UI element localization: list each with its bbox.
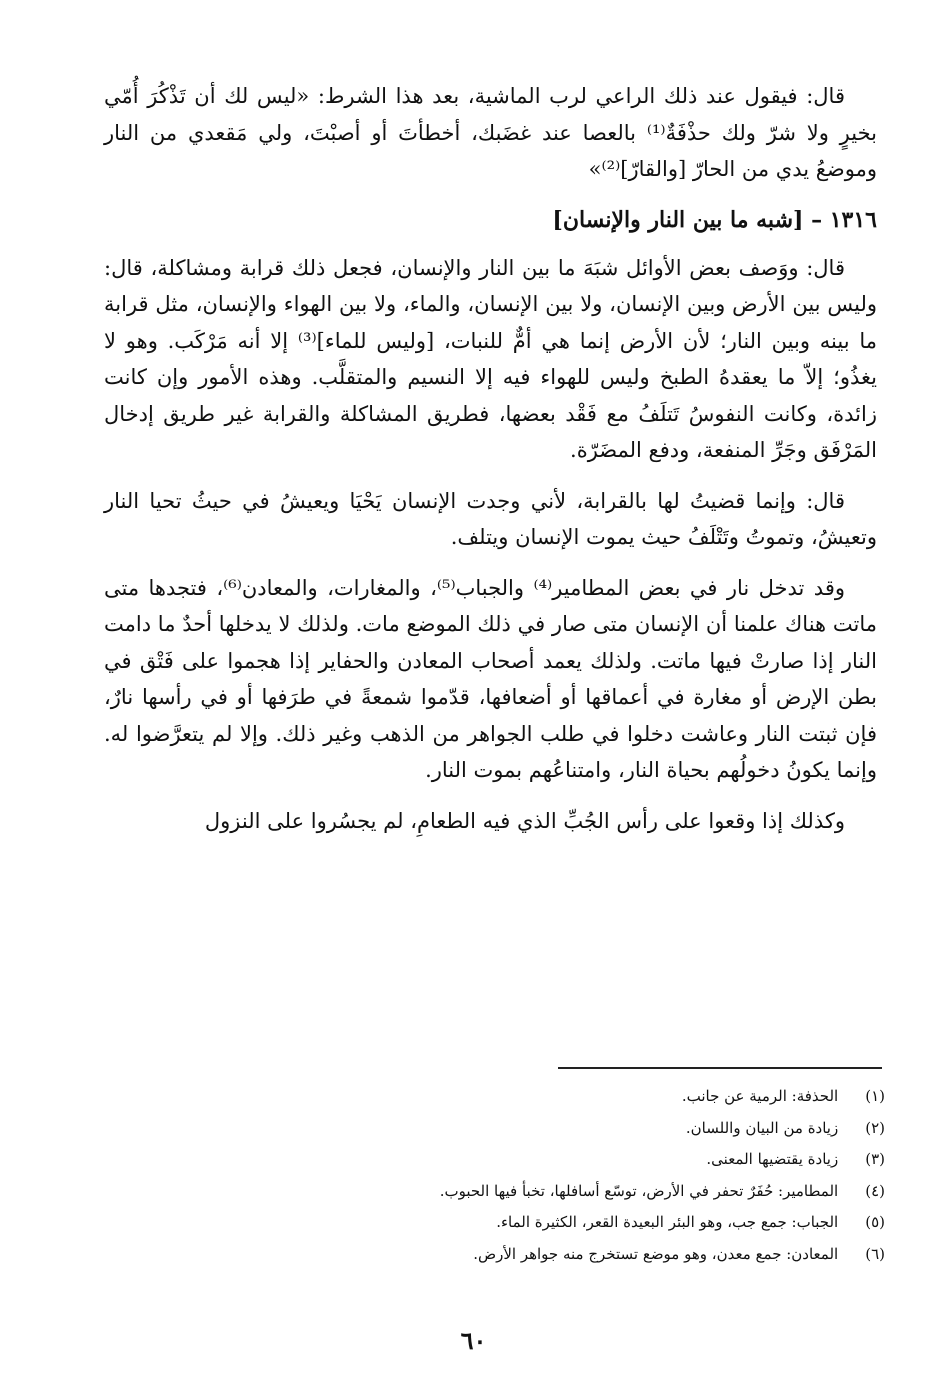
paragraph-4: وقد تدخل نار في بعض المطامير⁽⁴⁾ والجباب⁽⁵⁾، والمغارات، والمعادن⁽⁶⁾، فتجدها متى ماتت هناك علمنا أن الإنسان متى صار في ذلك الموضع مات. ولذلك لا يدخلها أحدٌ ما دامت النار إذا صارتْ فيها ماتت. ولذلك يعمد أصحاب المعادن والحفاير إذا هجموا على فَتْق في بطن الإرض أو مغارة في أعماقها أو أضعافها، قدّموا شمعةً في طرَفها أو في رأسها نارٌ، فإن ثبتت النار وعاشت دخلوا في طلب الجواهر من الذهب وغير ذلك. وإلا لم يتعرَّضوا له. وإنما يكونُ دخولُهم بحياة النار، وامتناعُهم بموت النار.	[104, 575, 877, 782]
footnote-text: المطامير: حُفَرٌ تحفر في الأرض، توسّع أسافلها، تخبأ فيها الحبوب.	[439, 1181, 839, 1200]
paragraph-5: وكذلك إذا وقعوا على رأس الجُبِّ الذي فيه الطعامِ، لم يجسُروا على النزول	[204, 808, 845, 833]
footnote-text: الجباب: جمع جب، وهو البئر البعيدة القعر، الكثيرة الماء.	[496, 1213, 839, 1231]
paragraph-3: قال: وإنما قضيتُ لها بالقرابة، لأني وجدت الإنسان يَحْيَا ويعيشُ في حيثُ تحيا النار وتعيشُ، وتموتُ وتَتْلَفُ حيث يموت الإنسان ويتلف.	[104, 488, 877, 549]
footnote-text: المعادن: جمع معدن، وهو موضع تستخرج منه جواهر الأرض.	[473, 1244, 839, 1263]
section-heading: ١٣١٦ – [شبه ما بين النار والإنسان]	[552, 206, 877, 233]
footnote-number: (٦)	[865, 1244, 885, 1263]
footnote-1	[250, 1081, 885, 1113]
footnote-number: (٣)	[865, 1150, 885, 1168]
footnote-6	[250, 1239, 885, 1271]
footnote-4	[250, 1176, 885, 1208]
footnote-text: زيادة من البيان واللسان.	[685, 1118, 839, 1137]
footnote-number: (٢)	[865, 1118, 885, 1137]
footnotes	[250, 1081, 885, 1270]
footnote-text: الحذفة: الرمية عن جانب.	[681, 1087, 839, 1105]
footnote-number: (١)	[865, 1087, 885, 1105]
main-text	[104, 78, 877, 853]
footnote-3	[250, 1144, 885, 1176]
footnote-number: (٥)	[865, 1213, 885, 1231]
paragraph-2: قال: ووَصف بعض الأوائل شبَهَ ما بين النار والإنسان، فجعل ذلك قرابة ومشاكلة، قال: وليس بين الأرض وبين الإنسان، ولا بين الإنسان، والماء، ولا بين الهواء والإنسان، مثل قرابة ما بينه وبين النار؛ لأن الأرض إنما هي أمٌّ للنبات، [وليس للماء]⁽³⁾ إلا أنه مَرْكَب. وهو لا يغذُو؛ إلاّ ما يعقدهُ الطبخ وليس للهواء فيه إلا النسيم والمتقلَّب. وهذه الأمور وإن كانت زائدة، وكانت النفوسُ تَتلَفُ مع فَقْد بعضها، فطريق المشاكلة والقرابة غير طريق إدخال المَرْفَق وجَرِّ المنفعة، ودفع المضَرّة.	[104, 255, 878, 462]
footnote-number: (٤)	[865, 1181, 885, 1200]
footnote-2	[250, 1113, 885, 1145]
paragraph-1: قال: فيقول عند ذلك الراعي لرب الماشية، بعد هذا الشرط: «ليس لك أن تَذْكُرَ أُمّي بخيرٍ ولا شرّ ولك حذْفَةٌ⁽¹⁾ بالعصا عند غضَبك، أخطأتَ أو أصبْتَ، ولي مَقعدي من النار وموضعُ يدي من الحارّ [والقارّ]⁽²⁾»	[104, 84, 877, 181]
footnote-text: زيادة يقتضيها المعنى.	[706, 1150, 839, 1168]
page-number: ٦٠	[460, 1326, 487, 1355]
footnote-5	[250, 1207, 885, 1239]
footnote-divider	[558, 1067, 882, 1069]
